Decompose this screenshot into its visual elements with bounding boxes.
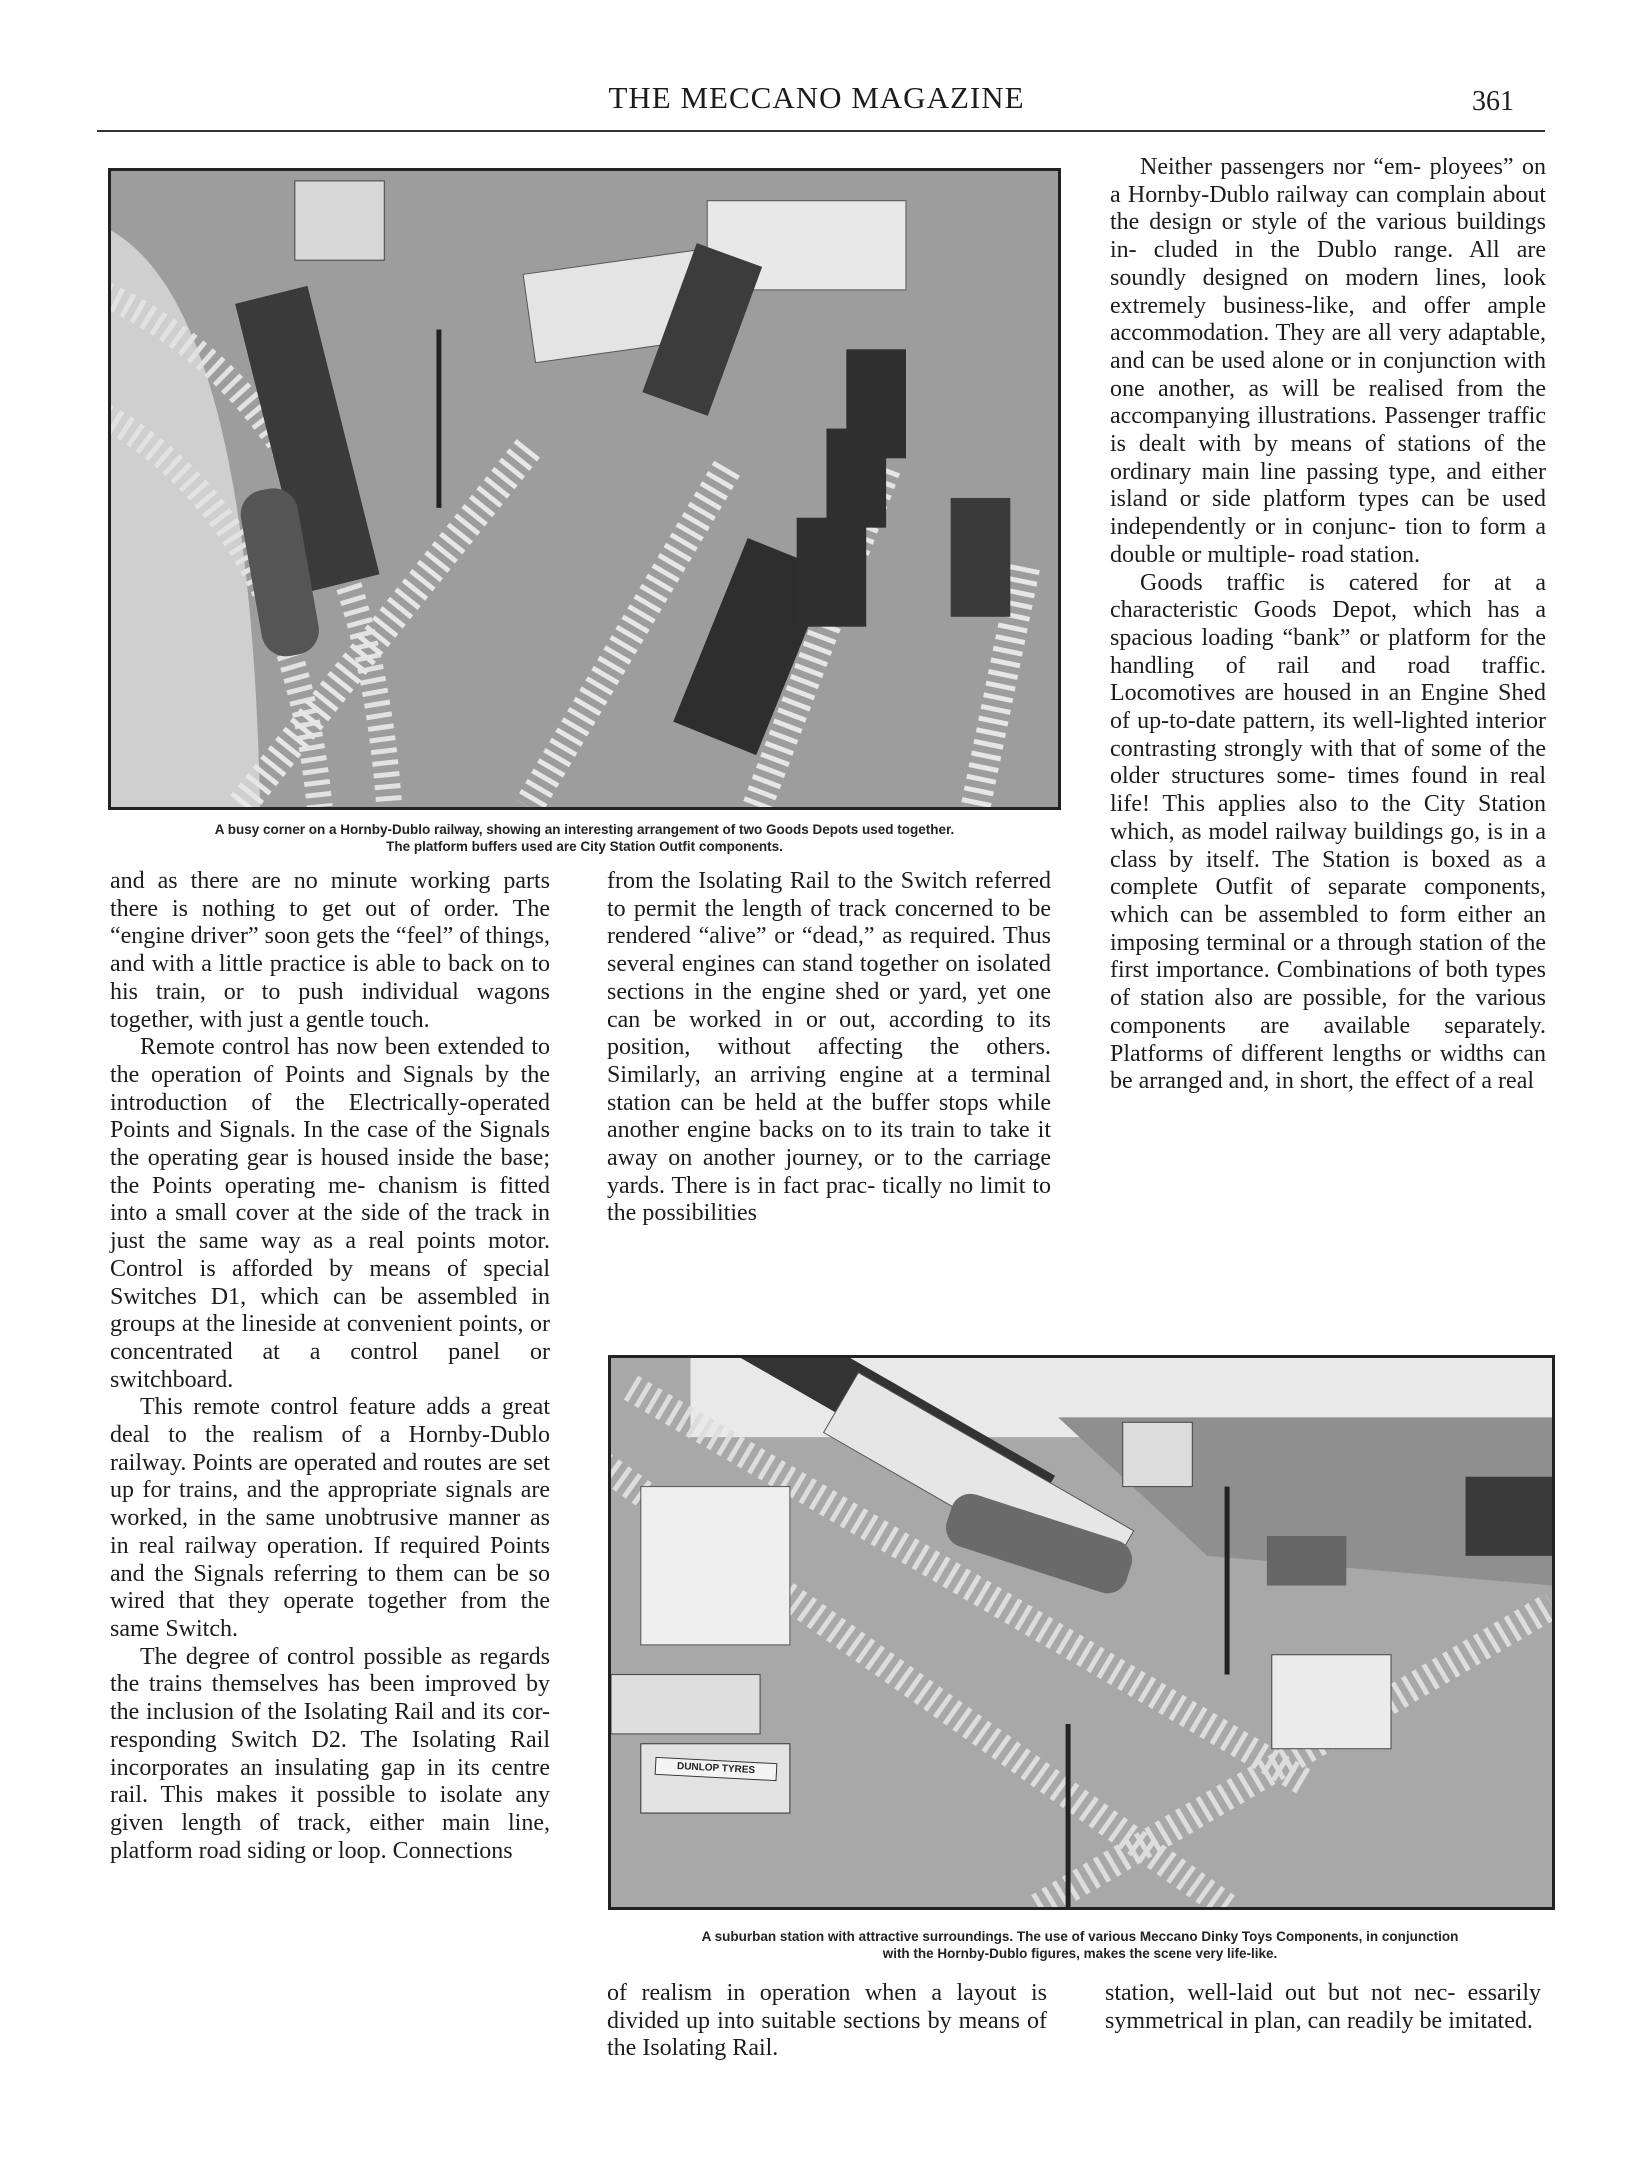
paragraph: The degree of control possible as regards the trains themselves has been improved by the inclusion of the Isolating Rail and its cor- responding Switch D2. The Isolating Rail incorporates an insulating gap in its centre rail. This makes it possible to isolate any given length of track, either main line, platform road siding or loop. Connections — [110, 1643, 550, 1864]
caption-line-2: The platform buffers used are City Station Outfit components. — [386, 839, 783, 854]
caption-line-1: A busy corner on a Hornby-Dublo railway, showing an interesting arrangement of two Goods Depots used together. — [214, 822, 955, 837]
photo-goods-depots-caption — [97, 821, 1072, 855]
caption-line-1: A suburban station with attractive surroundings. The use of various Meccano Dinky Toys Components, in conjunction — [701, 1929, 1459, 1944]
paragraph: of realism in operation when a layout is divided up into suitable sections by means of the Isolating Rail. — [607, 1980, 1047, 2062]
text-column-right-top — [1110, 154, 1546, 1096]
photo-goods-depots-illustration — [111, 171, 1058, 807]
caption-line-2: with the Hornby-Dublo figures, makes the scene very life-like. — [882, 1946, 1278, 1961]
text-column-right-bottom — [1105, 1980, 1541, 2035]
paragraph: This remote control feature adds a great deal to the realism of a Hornby-Dublo railway. Points are operated and routes are set up for trains, and the appropriate signals are worked, in the same unobtrusive manner as in real railway operation. If required Points and the Signals referring to them can be so wired that they operate together from the same Switch. — [110, 1394, 550, 1642]
bus-sign-text: DUNLOP TYRES — [676, 1760, 756, 1777]
text-column-middle-bottom — [607, 1980, 1047, 2063]
text-column-middle-top — [607, 868, 1051, 1228]
paragraph: from the Isolating Rail to the Switch referred to permit the length of track concerned to be rendered “alive” or “dead,” as required. Thus several engines can stand together on isolated sections in the engine shed or yard, yet one can be worked in or out, according to its position, without affecting the others. Similarly, an arriving engine at a terminal station can be held at the buffer stops while another engine backs on to its train to take it away on another journey, or to the carriage yards. There is in fact prac- tically no limit to the possibilities — [607, 868, 1051, 1227]
photo-suburban-station-illustration — [611, 1358, 1552, 1907]
photo-suburban-station — [608, 1355, 1555, 1910]
text-column-left — [110, 868, 550, 1865]
paragraph: Goods traffic is catered for at a characteristic Goods Depot, which has a spacious loading “bank” or platform for the handling of rail and road traffic. Locomotives are housed in an Engine Shed of up-to-date pattern, its well-lighted interior contrasting strongly with that of some of the older structures some- times found in real life! This applies also to the City Station which, as model railway buildings go, is in a class by itself. The Station is boxed as a complete Outfit of separate components, which can be assembled to form either an imposing terminal or a through station of the first importance. Combinations of both types of station also are possible, for the various components are available separately. Platforms of different lengths or widths can be arranged and, in short, the effect of a real — [1110, 569, 1546, 1095]
paragraph: and as there are no minute working parts there is nothing to get out of order. The “engine driver” soon gets the “feel” of things, and with a little practice is able to back on to his train, or to push individual wagons together, with just a gentle touch. — [110, 868, 550, 1033]
paragraph: Neither passengers nor “em- ployees” on a Hornby-Dublo railway can complain about the design or style of the various buildings in- cluded in the Dublo range. All are soundly designed on modern lines, look extremely business-like, and offer ample accommodation. They are all very adaptable, and can be used alone or in conjunction with one another, as will be realised from the accompanying illustrations. Passenger traffic is dealt with by means of stations of the ordinary main line passing type, and either island or side platform types can be used independently or in conjunc- tion to form a double or multiple- road station. — [1110, 154, 1546, 568]
photo-goods-depots — [108, 168, 1061, 810]
magazine-title: THE MECCANO MAGAZINE — [608, 80, 1025, 115]
page-number: 361 — [1472, 86, 1514, 117]
paragraph: station, well-laid out but not nec- essarily symmetrical in plan, can readily be imitated. — [1105, 1980, 1541, 2034]
paragraph: Remote control has now been extended to the operation of Points and Signals by the introduction of the Electrically-operated Points and Signals. In the case of the Signals the operating gear is housed inside the base; the Points operating me- chanism is fitted into a small cover at the side of the track in just the same way as a real points motor. Control is afforded by means of special Switches D1, which can be assembled in groups at the lineside at convenient points, or concentrated at a control panel or switchboard. — [110, 1034, 550, 1393]
header-rule — [97, 130, 1545, 132]
photo-suburban-station-caption — [600, 1928, 1560, 1962]
